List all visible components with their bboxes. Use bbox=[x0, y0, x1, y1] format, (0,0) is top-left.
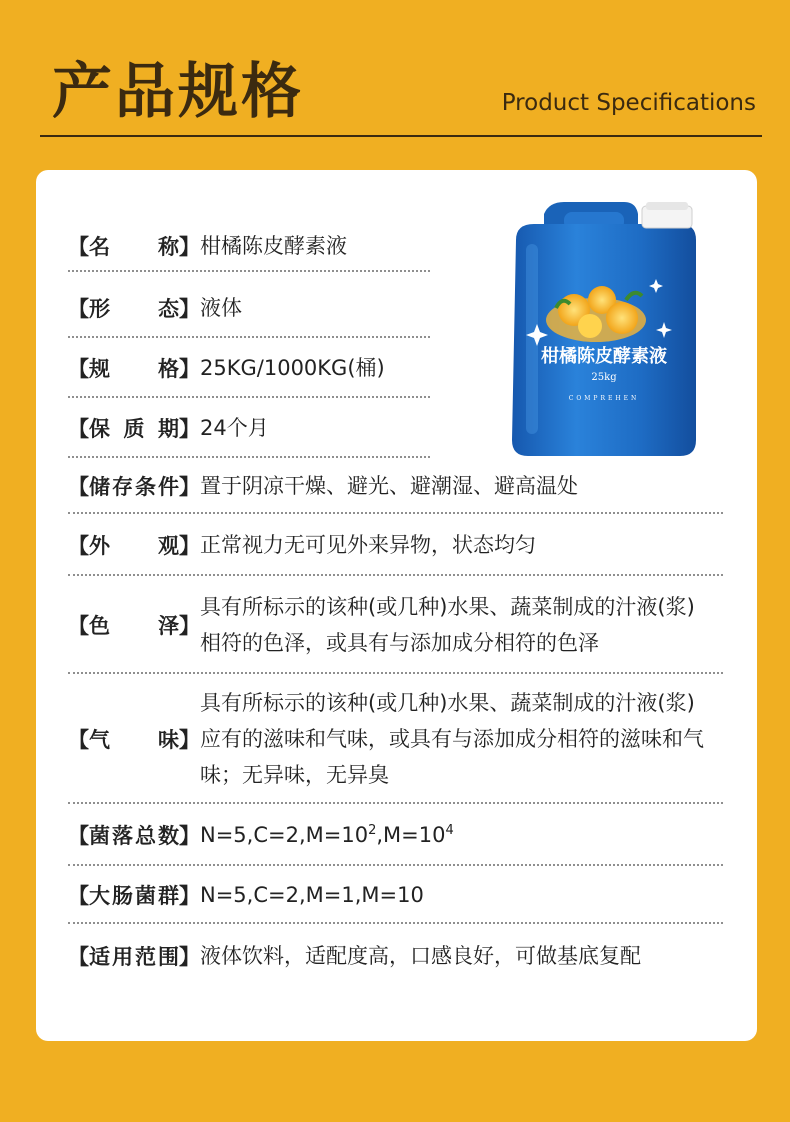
spec-label: 【 形 态 】 bbox=[68, 293, 200, 323]
spec-row-scope bbox=[68, 924, 723, 988]
spec-row-appearance bbox=[68, 514, 723, 576]
spec-value: 置于阴凉干燥、避光、避潮湿、避高温处 bbox=[200, 474, 578, 498]
spec-value: 24个月 bbox=[200, 416, 269, 440]
spec-label-char: 名 bbox=[89, 235, 110, 259]
spec-value: 正常视力无可见外来异物，状态均匀 bbox=[200, 533, 536, 557]
spec-card bbox=[36, 170, 757, 1041]
jerrycan-arc-text: COMPREHEN bbox=[568, 395, 640, 402]
spec-label-char: 总 bbox=[135, 824, 156, 848]
spec-label-char: 件 bbox=[158, 475, 179, 499]
spec-value: 液体饮料，适配度高，口感良好，可做基底复配 bbox=[200, 944, 641, 968]
spec-label-char: 存 bbox=[112, 475, 133, 499]
spec-label-char: 适 bbox=[89, 945, 110, 969]
spec-label-char: 围 bbox=[158, 945, 179, 969]
spec-label-char: 态 bbox=[158, 297, 179, 321]
spec-row-total-colony bbox=[68, 804, 723, 866]
spec-label-char: 保 bbox=[89, 417, 110, 441]
spec-label-char: 味 bbox=[158, 728, 179, 752]
spec-label-char: 菌 bbox=[89, 824, 110, 848]
spec-label-char: 观 bbox=[158, 534, 179, 558]
spec-value: $N=5,C=2,M=10^2,M=10^4$ bbox=[200, 823, 454, 847]
jerrycan-weight-text: 25kg bbox=[591, 372, 617, 383]
spec-row-shelf-life bbox=[68, 398, 430, 458]
spec-value: 具有所标示的该种(或几种)水果、蔬菜制成的汁液(浆)应有的滋味和气味，或具有与添加成分相符的滋味和气味；无异味，无异臭 bbox=[200, 691, 704, 787]
spec-label-char: 肠 bbox=[112, 884, 133, 908]
spec-value: N=5,C=2,M=1,M=10 bbox=[200, 883, 424, 907]
header-divider bbox=[40, 135, 762, 137]
spec-label: 【 气 味 】 bbox=[68, 724, 200, 754]
page-title: 产品规格 bbox=[52, 57, 304, 127]
spec-label-char: 规 bbox=[89, 357, 110, 381]
spec-label-char: 储 bbox=[89, 475, 110, 499]
spec-label-char: 质 bbox=[123, 417, 145, 441]
spec-label-char: 落 bbox=[112, 824, 133, 848]
spec-label: 【 储 存 条 件 】 bbox=[68, 471, 200, 501]
spec-label-char: 菌 bbox=[135, 884, 156, 908]
spec-label-char: 范 bbox=[135, 945, 156, 969]
spec-label-char: 外 bbox=[89, 534, 110, 558]
spec-label: 【 规 格 】 bbox=[68, 353, 200, 383]
spec-row-coliform bbox=[68, 866, 723, 924]
spec-row-name bbox=[68, 220, 430, 272]
spec-label-char: 数 bbox=[158, 824, 179, 848]
spec-label: 【 保 质 期 】 bbox=[68, 413, 200, 443]
spec-row-color bbox=[68, 576, 723, 674]
spec-label: 【 色 泽 】 bbox=[68, 610, 200, 640]
spec-row-storage bbox=[68, 458, 723, 514]
spec-label-text bbox=[89, 231, 179, 261]
spec-row-smell bbox=[68, 674, 723, 804]
spec-label: 【 菌 落 总 数 】 bbox=[68, 820, 200, 850]
spec-value: 柑橘陈皮酵素液 bbox=[200, 234, 347, 258]
spec-label: 【 名 称 】 bbox=[68, 231, 200, 261]
spec-label: 【 外 观 】 bbox=[68, 530, 200, 560]
spec-row-spec bbox=[68, 338, 430, 398]
spec-label-char: 用 bbox=[112, 945, 133, 969]
spec-label-char: 色 bbox=[89, 614, 110, 638]
spec-label-char: 形 bbox=[89, 297, 110, 321]
spec-value: 25KG/1000KG(桶) bbox=[200, 356, 385, 380]
page-subtitle: Product Specifications bbox=[501, 90, 756, 116]
spec-label-char: 群 bbox=[158, 884, 179, 908]
spec-label-char: 格 bbox=[158, 357, 179, 381]
spec-label: 【 大 肠 菌 群 】 bbox=[68, 880, 200, 910]
spec-label-char: 条 bbox=[135, 475, 156, 499]
jerrycan-label-text: 柑橘陈皮酵素液 bbox=[541, 346, 667, 367]
spec-label: 【 适 用 范 围 】 bbox=[68, 941, 200, 971]
spec-label-char: 气 bbox=[89, 728, 110, 752]
spec-label-char: 期 bbox=[158, 417, 179, 441]
spec-label-char: 称 bbox=[158, 235, 179, 259]
spec-value: 具有所标示的该种(或几种)水果、蔬菜制成的汁液(浆)相符的色泽，或具有与添加成分相符的色泽 bbox=[200, 595, 695, 655]
spec-row-form bbox=[68, 278, 430, 338]
spec-value: 液体 bbox=[200, 296, 242, 320]
product-jerrycan-image bbox=[504, 200, 704, 462]
spec-label-char: 泽 bbox=[158, 614, 179, 638]
spec-label-char: 大 bbox=[89, 884, 110, 908]
